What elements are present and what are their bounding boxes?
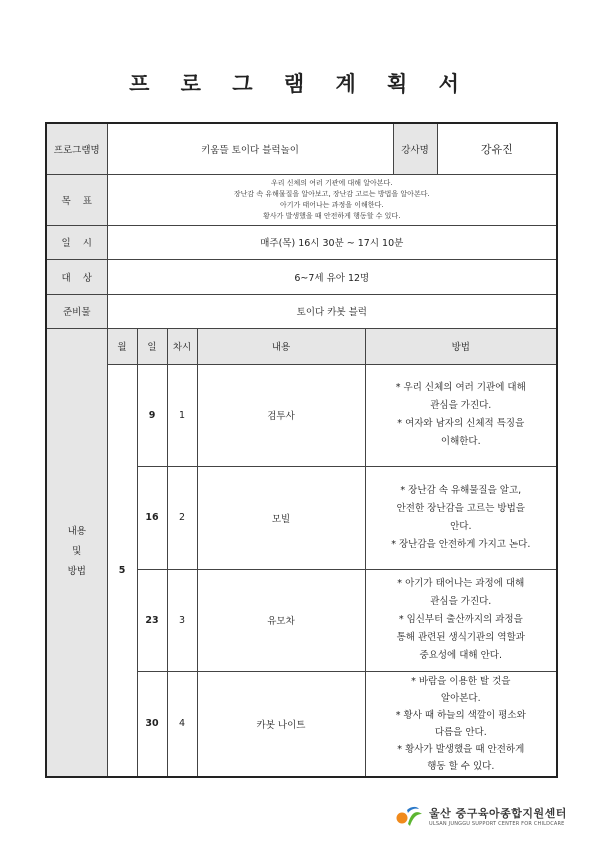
day-value: 30 [137,671,167,777]
method-line: 통해 관련된 생식기관의 역할과 [396,632,525,643]
program-name-label: 프로그램명 [46,123,107,174]
center-logo [395,800,575,834]
goal-line: 황사가 발생했을 때 안전하게 행동할 수 있다. [263,211,401,220]
target-row [46,259,557,294]
method-value [365,671,557,777]
plan-table [45,122,558,778]
content-value: 유모차 [197,569,365,671]
schedule-label: 일 시 [46,225,107,259]
method-line: * 바람을 이용한 탈 것을 [411,675,511,687]
method-value [365,364,557,466]
method-line: 다름을 안다. [434,726,487,738]
header-row [46,328,557,364]
method-line: * 아기가 태어나는 과정에 대해 [397,578,525,589]
day-value: 23 [137,569,167,671]
session-value: 4 [167,671,197,777]
content-method-label [46,328,107,777]
day-value: 9 [137,364,167,466]
method-line: 행동 할 수 있다. [427,760,495,772]
method-header: 방법 [365,328,557,364]
day-header: 일 [137,328,167,364]
document-title: 프 로 그 램 계 획 서 [129,72,471,96]
teacher-value: 강유진 [437,123,557,174]
section-label-line: 및 [72,546,82,558]
session-value: 2 [167,466,197,569]
method-line: * 우리 신체의 여러 기관에 대해 [395,382,526,393]
method-line: * 황사 때 하늘의 색깔이 평소와 [395,709,526,721]
session-value: 1 [167,364,197,466]
target-label: 대 상 [46,259,107,294]
goal-label: 목 표 [46,174,107,225]
method-line: 안전한 장난감을 고르는 방법을 [396,502,525,514]
center-logo-icon [395,804,425,830]
supplies-value: 토이다 카봇 블럭 [107,294,557,328]
method-value [365,569,557,671]
section-label-line: 방법 [67,566,86,578]
session-header: 차시 [167,328,197,364]
method-line: * 여자와 남자의 신체적 특징을 [397,418,525,429]
schedule-value: 매주(목) 16시 30분 ~ 17시 10분 [107,225,557,259]
day-value: 16 [137,466,167,569]
section-label-line: 내용 [67,526,86,538]
method-line: 알아본다. [440,692,481,704]
month-header: 월 [107,328,137,364]
method-value [365,466,557,569]
target-value: 6~7세 유아 12명 [107,259,557,294]
method-line: 관심을 가진다. [430,596,492,607]
method-line: 중요성에 대해 안다. [419,650,503,661]
method-line: 이해한다. [440,436,481,447]
goal-line: 아기가 태어나는 과정을 이해한다. [279,200,384,209]
table-row [46,364,557,466]
method-line: 관심을 가진다. [430,400,492,411]
method-line: * 장난감 속 유해물질을 알고, [400,484,522,496]
program-name-value: 키움뜰 토이다 블럭놀이 [107,123,393,174]
goal-row [46,174,557,225]
supplies-row [46,294,557,328]
teacher-label: 강사명 [393,123,437,174]
method-line: * 임신부터 출산까지의 과정을 [398,614,523,625]
session-value: 3 [167,569,197,671]
content-value: 카봇 나이트 [197,671,365,777]
method-line: * 황사가 발생했을 때 안전하게 [397,743,525,755]
program-row [46,123,557,174]
schedule-row [46,225,557,259]
content-value: 모빌 [197,466,365,569]
goal-line: 장난감 속 유해물질을 알아보고, 장난감 고르는 방법을 알아본다. [233,189,430,198]
method-line: * 장난감을 안전하게 가지고 논다. [391,538,531,550]
center-name: 울산 중구육아종합지원센터 [429,807,567,820]
content-value: 검투사 [197,364,365,466]
month-value: 5 [107,364,137,777]
center-name-en: ULSAN JUNGGU SUPPORT CENTER FOR CHILDCARE [429,821,565,827]
supplies-label: 준비물 [46,294,107,328]
goal-line: 우리 신체의 여러 기관에 대해 알아본다. [271,178,393,187]
method-line: 안다. [450,520,472,532]
content-header: 내용 [197,328,365,364]
goal-value [107,174,557,225]
